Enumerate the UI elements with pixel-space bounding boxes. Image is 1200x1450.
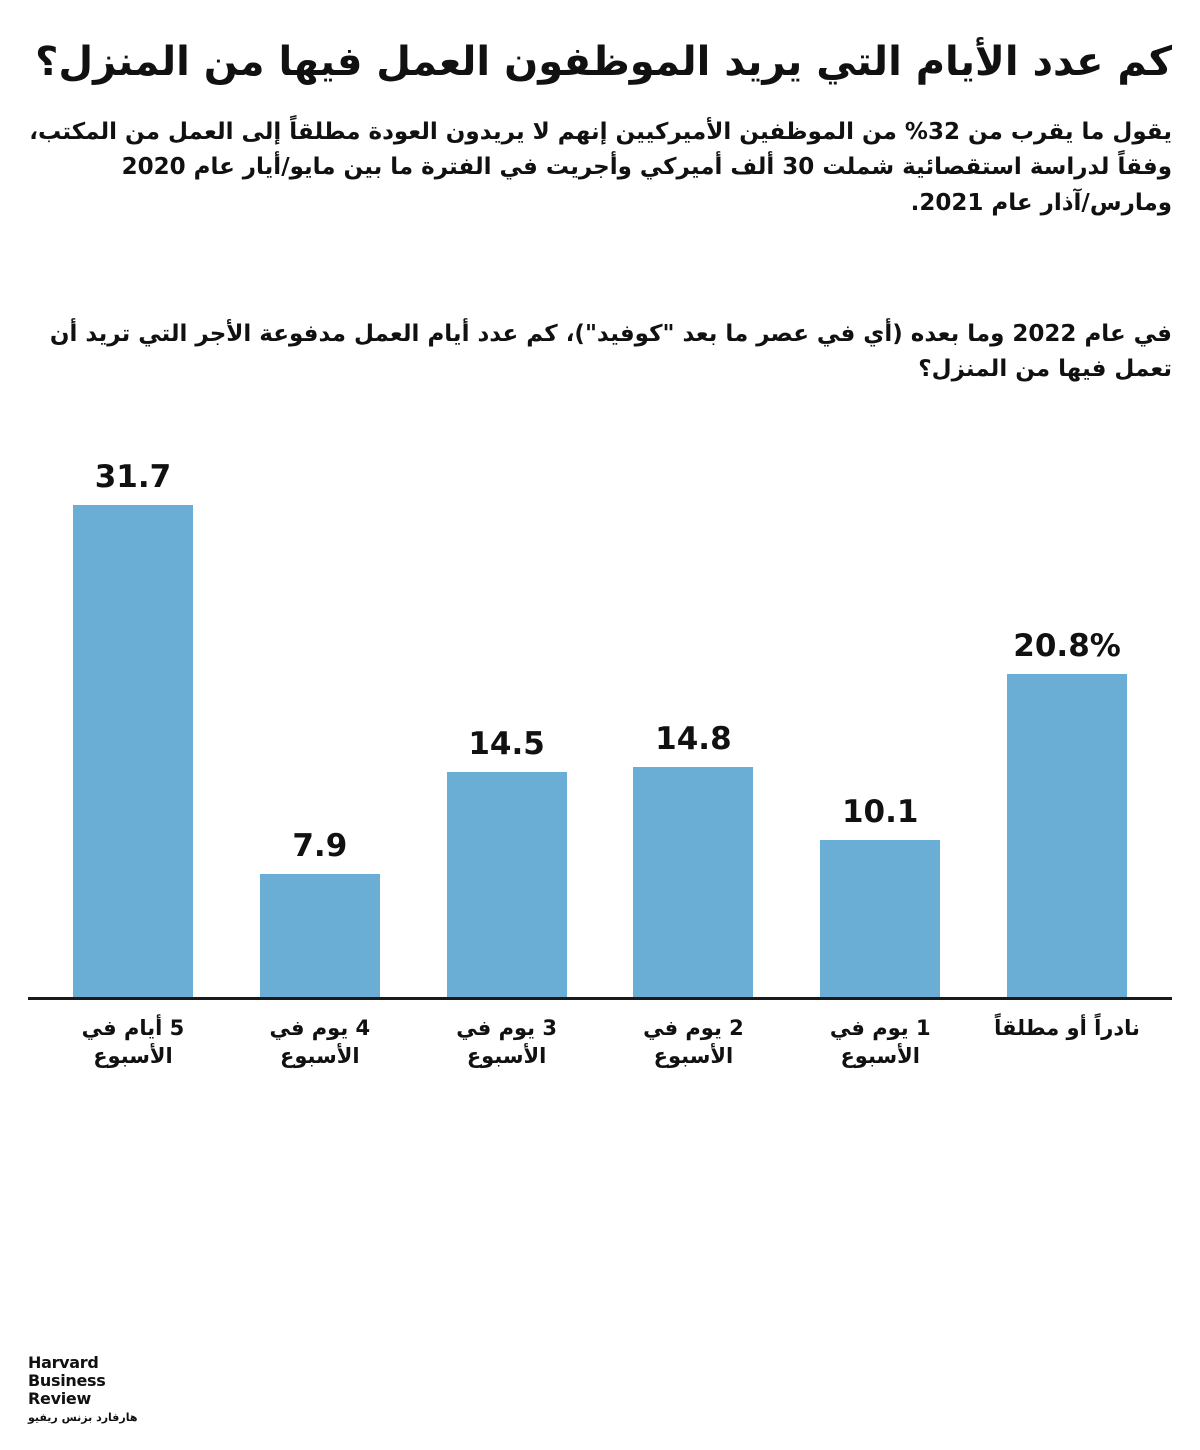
x-axis-label: 3 يوم في الأسبوع xyxy=(456,1015,557,1069)
bar-value-label: 7.9 xyxy=(292,827,348,864)
deck-paragraph: يقول ما يقرب من 32% من الموظفين الأميركيين إنهم لا يريدون العودة مطلقاً إلى العمل من المكتب، وفقاً لدراسة استقصائية شملت 30 ألف أميركي وأجريت في الفترة ما بين مايو/أيار عام 2020 ومارس/آذار عام 2021. xyxy=(29,118,1172,217)
bar-value-label: 10.1 xyxy=(841,793,919,830)
x-axis-labels xyxy=(28,1014,1172,1071)
bar-slot xyxy=(229,440,411,997)
bar-value-label: 14.8 xyxy=(655,720,732,757)
bar-slot xyxy=(602,440,784,997)
bar-slot xyxy=(789,440,971,997)
bar-value-label: 31.7 xyxy=(94,458,172,495)
bar xyxy=(260,874,380,997)
bar xyxy=(633,767,753,997)
bar-value-label: 14.5 xyxy=(468,725,545,762)
page-title: كم عدد الأيام التي يريد الموظفون العمل فيها من المنزل؟ xyxy=(35,38,1172,85)
logo-line-arabic: هارفارد بزنس ريفيو xyxy=(28,1411,138,1424)
logo-line-harvard: Harvard xyxy=(28,1353,99,1373)
bar-chart xyxy=(28,440,1172,1069)
bar xyxy=(447,772,567,997)
x-axis-label: 4 يوم في الأسبوع xyxy=(269,1015,371,1069)
bar xyxy=(1007,674,1127,997)
bar-series xyxy=(28,440,1172,997)
bar-slot xyxy=(42,440,224,997)
bar xyxy=(73,505,193,997)
chart-subtitle: في عام 2022 وما بعده (أي في عصر ما بعد "كوفيد")، كم عدد أيام العمل مدفوعة الأجر التي تريد أن تعمل فيها من المنزل؟ xyxy=(49,320,1172,383)
hbr-logo xyxy=(28,1354,137,1424)
x-axis-label: 1 يوم في الأسبوع xyxy=(829,1015,931,1069)
x-axis-label: 2 يوم في الأسبوع xyxy=(643,1015,744,1069)
logo-line-review: Review xyxy=(28,1389,91,1409)
bar-value-label: 20.8% xyxy=(1013,627,1121,664)
bar-slot xyxy=(416,440,598,997)
chart-plot-area xyxy=(28,440,1172,1000)
bar-slot xyxy=(976,440,1158,997)
x-axis-label: نادراً أو مطلقاً xyxy=(994,1015,1140,1040)
x-axis-label: 5 أيام في الأسبوع xyxy=(81,1015,185,1069)
logo-line-business: Business xyxy=(28,1371,106,1391)
bar xyxy=(820,840,940,997)
